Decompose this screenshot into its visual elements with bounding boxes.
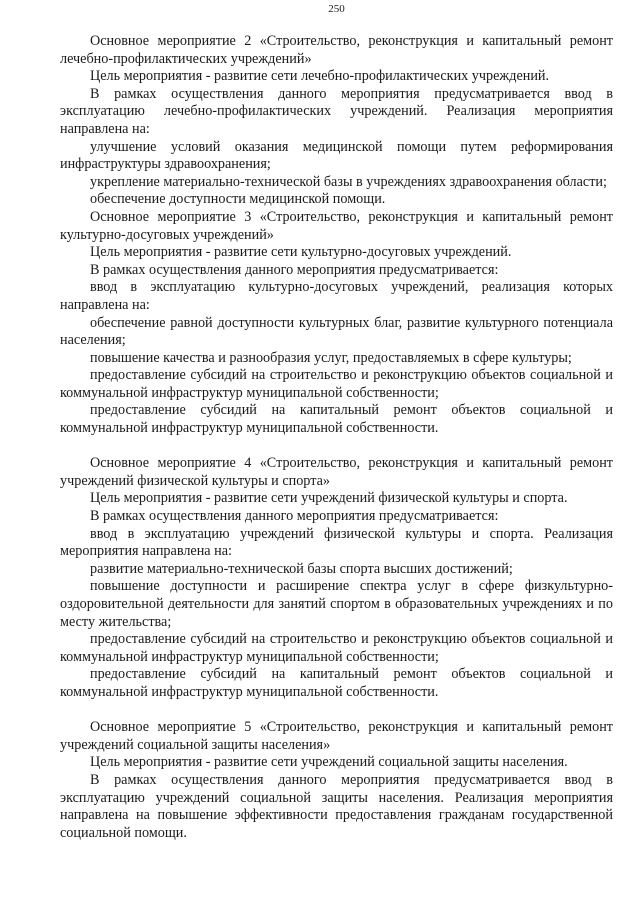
section-4-item: повышение доступности и расширение спектра услуг в сфере физкультурно-оздоровительной деятельности для занятий спортом в образовательных учреждениях и по месту жительства; <box>60 578 613 630</box>
paragraph-spacer <box>60 438 613 456</box>
section-3-heading: Основное мероприятие 3 «Строительство, реконструкция и капитальный ремонт культурно-досуговых учреждений» <box>60 208 613 243</box>
section-3-item: обеспечение равной доступности культурных благ, развитие культурного потенциала населения; <box>60 314 613 349</box>
section-4-item: развитие материально-технической базы спорта высших достижений; <box>90 560 513 577</box>
section-4-item: предоставление субсидий на капитальный ремонт объектов социальной и коммунальной инфраструктур муниципальной собственности. <box>60 666 613 700</box>
section-3-item: предоставление субсидий на капитальный ремонт объектов социальной и коммунальной инфраструктур муниципальной собственности. <box>60 402 613 437</box>
section-5-goal: Цель мероприятия - развитие сети учреждений социальной защиты населения. <box>90 754 568 771</box>
section-2-item: обеспечение доступности медицинской помощи. <box>90 191 386 208</box>
document-body <box>60 33 613 842</box>
section-3-item: ввод в эксплуатацию культурно-досуговых учреждений, реализация которых направлена на: <box>60 279 613 313</box>
paragraph-spacer <box>60 702 613 720</box>
section-4-goal: Цель мероприятия - развитие сети учреждений физической культуры и спорта. <box>90 490 568 507</box>
page-number: 250 <box>328 3 345 15</box>
section-2-goal: Цель мероприятия - развитие сети лечебно-профилактических учреждений. <box>90 68 550 85</box>
section-5-description: В рамках осуществления данного мероприятия предусматривается ввод в эксплуатацию учреждений социальной защиты населения. Реализация мероприятия направлена на повышение эффективности предоставления гражданам государственной социальной помощи. <box>60 771 613 841</box>
section-2-item: улучшение условий оказания медицинской помощи путем реформирования инфраструктуры здравоохранения; <box>60 138 613 173</box>
section-2-item: укрепление материально-технической базы в учреждениях здравоохранения области; <box>90 173 607 190</box>
section-5-heading: Основное мероприятие 5 «Строительство, реконструкция и капитальный ремонт учреждений социальной защиты населения» <box>60 719 613 753</box>
section-4-description: В рамках осуществления данного мероприятия предусматривается: <box>90 508 499 525</box>
section-3-description: В рамках осуществления данного мероприятия предусматривается: <box>90 261 499 278</box>
section-4-heading: Основное мероприятие 4 «Строительство, реконструкция и капитальный ремонт учреждений физической культуры и спорта» <box>60 455 613 489</box>
section-3-item: предоставление субсидий на строительство и реконструкцию объектов социальной и коммунальной инфраструктур муниципальной собственности; <box>60 367 613 401</box>
document-page <box>60 0 613 905</box>
section-3-goal: Цель мероприятия - развитие сети культурно-досуговых учреждений. <box>90 244 512 261</box>
section-2-description: В рамках осуществления данного мероприятия предусматривается ввод в эксплуатацию лечебно-профилактических учреждений. Реализация мероприятия направлена на: <box>60 85 613 137</box>
section-2-heading: Основное мероприятие 2 «Строительство, реконструкция и капитальный ремонт лечебно-профилактических учреждений» <box>60 33 613 67</box>
section-4-item: предоставление субсидий на строительство и реконструкцию объектов социальной и коммунальной инфраструктур муниципальной собственности; <box>60 631 613 665</box>
section-3-item: повышение качества и разнообразия услуг, предоставляемых в сфере культуры; <box>90 349 572 366</box>
section-4-item: ввод в эксплуатацию учреждений физической культуры и спорта. Реализация мероприятия направлена на: <box>60 525 613 560</box>
